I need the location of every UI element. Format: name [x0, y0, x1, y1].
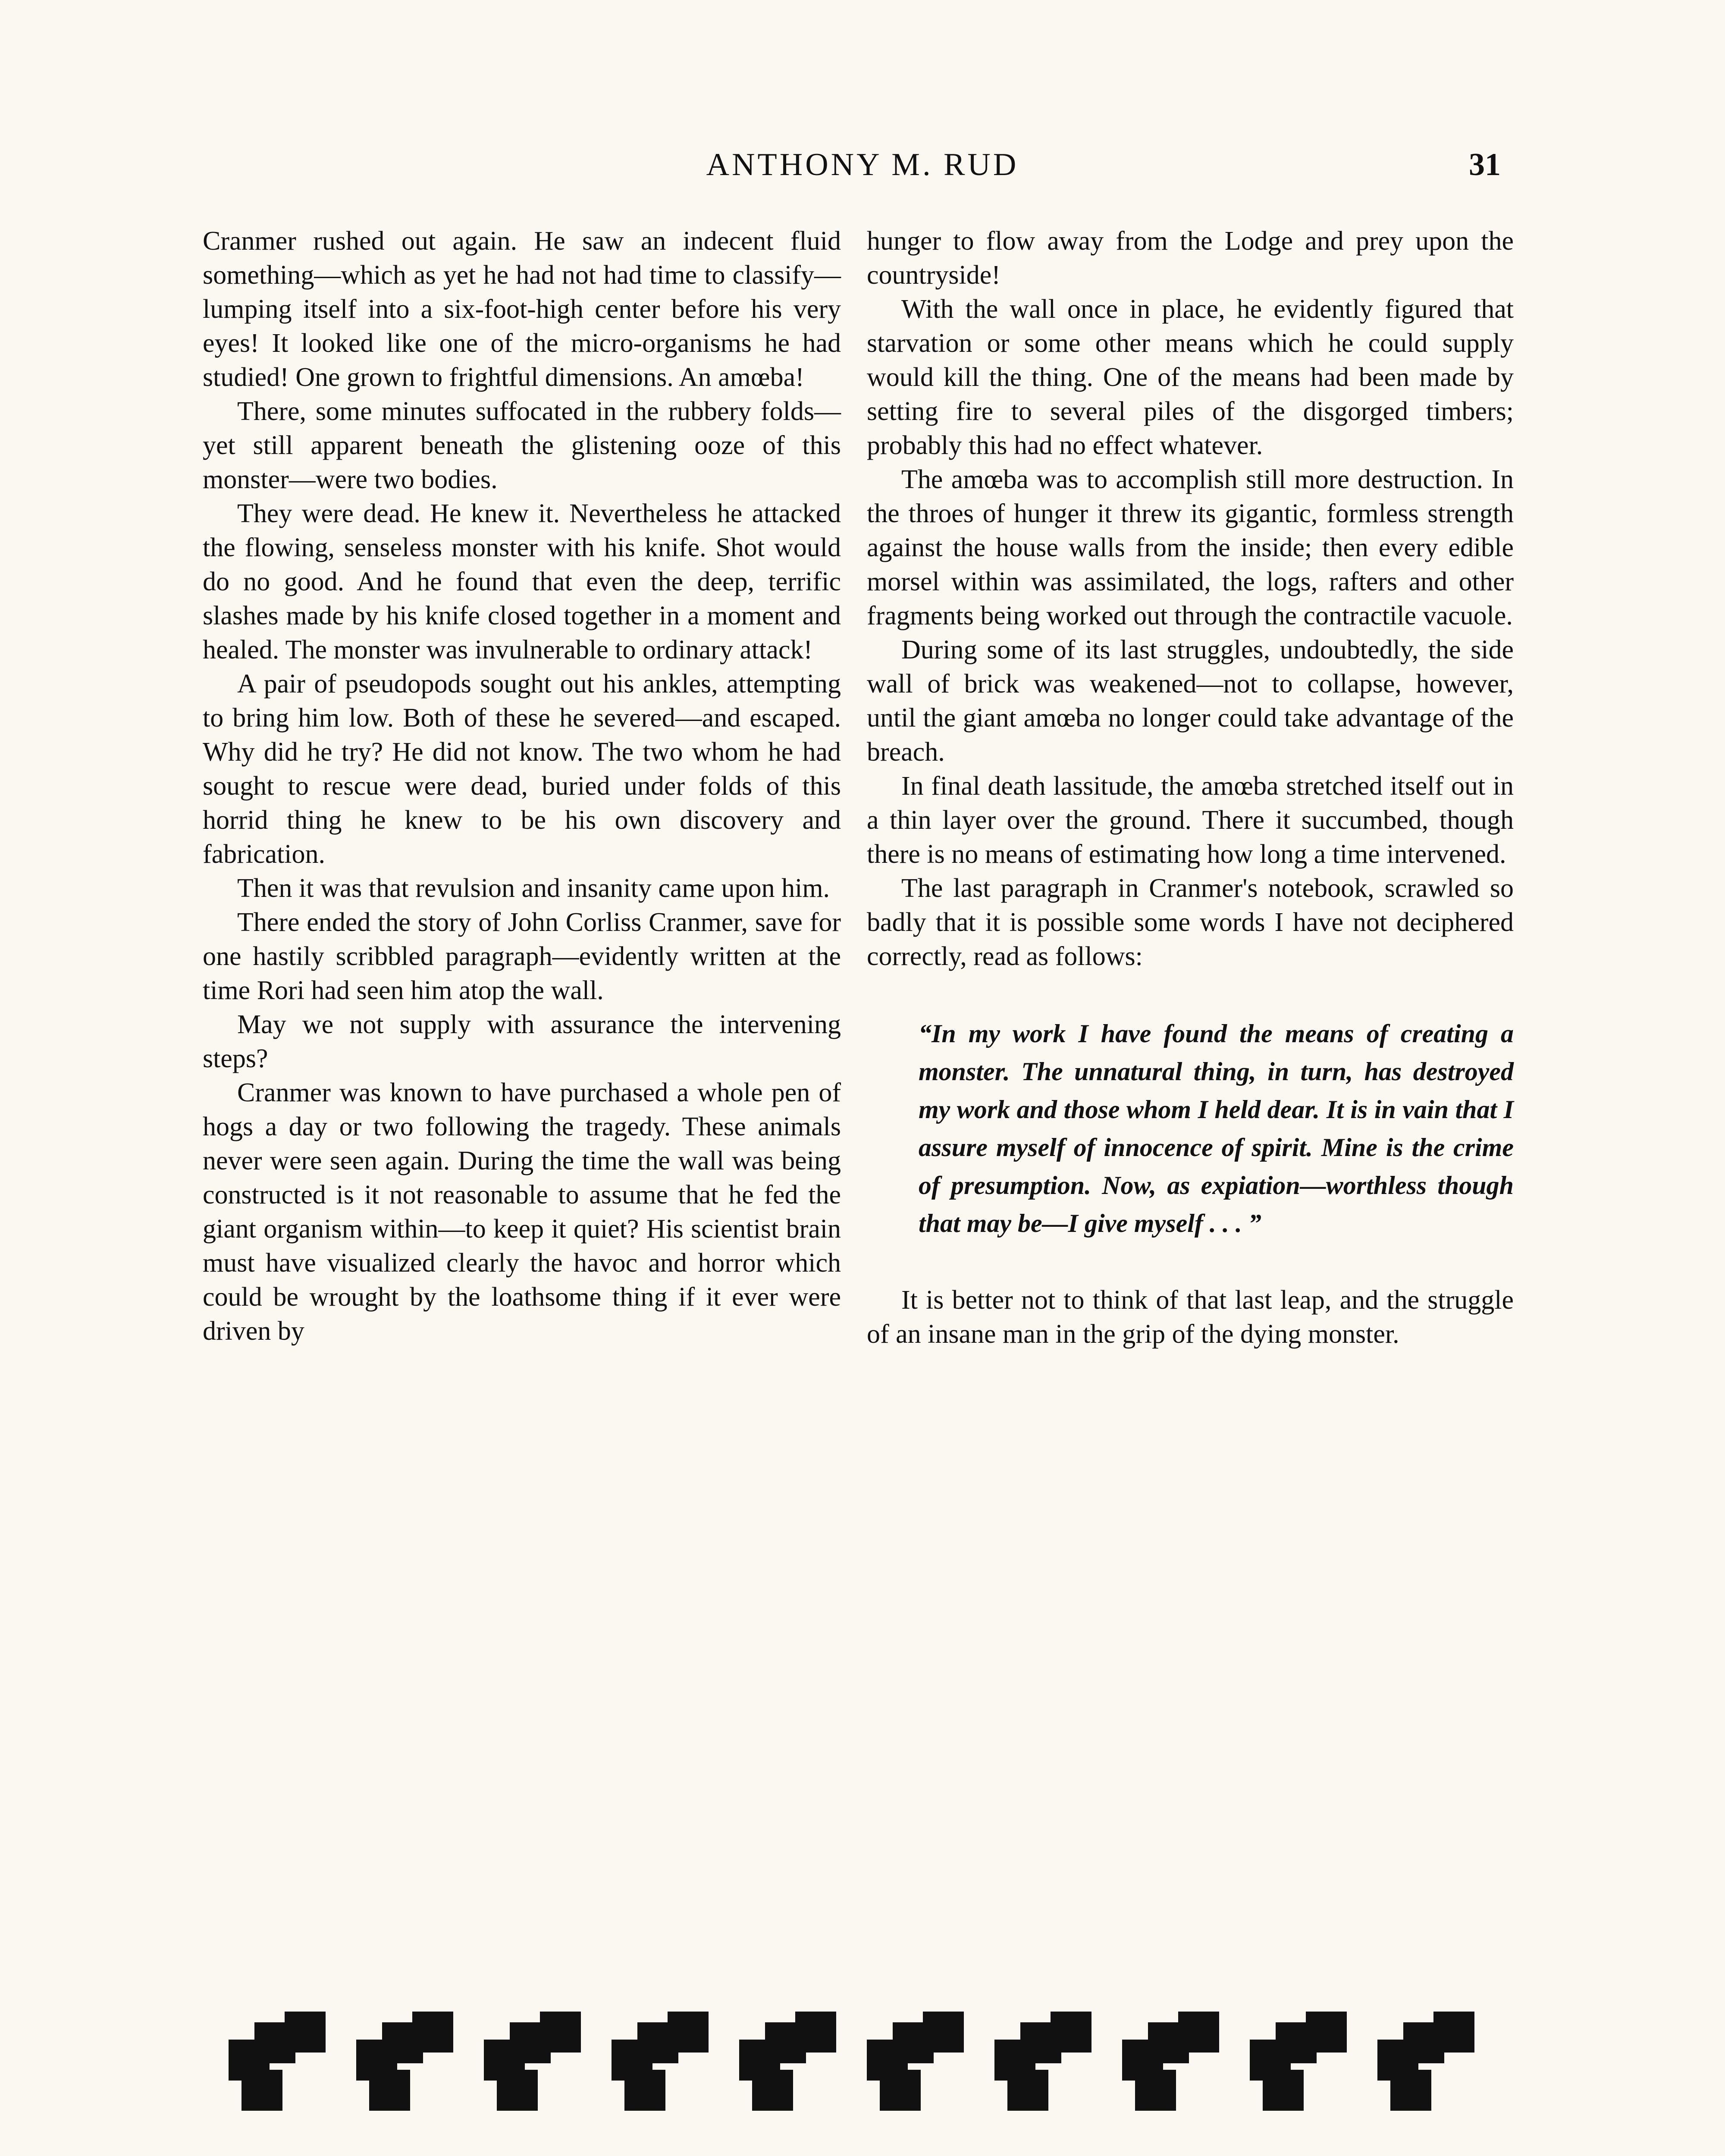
paragraph: May we not supply with assurance the intervening steps? [203, 1010, 841, 1073]
paragraph: There, some minutes suffocated in the rubbery folds—yet still apparent beneath the glistening ooze of this monster—were two bodies. [203, 397, 841, 494]
ornament-square [369, 2070, 410, 2111]
ornament-square [1263, 2070, 1304, 2111]
running-head-author: ANTHONY M. RUD [706, 147, 1019, 182]
ornament-square [1051, 2012, 1091, 2053]
ornament-square [752, 2070, 793, 2111]
ornament-square [624, 2070, 665, 2111]
paragraph: The amœba was to accomplish still more destruction. In the throes of hunger it threw its gigantic, formless strength against the house walls from the inside; then every edible morsel within was assimilated, the logs, rafters and other fragments being worked out through the contractile vacuole. [867, 465, 1514, 630]
square-pattern-ornament-icon [224, 2005, 1501, 2117]
ornament-square [497, 2070, 538, 2111]
ornament-square [795, 2012, 836, 2053]
paragraph: Cranmer rushed out again. He saw an indecent fluid something—which as yet he had not had time to classify—lumping itself into a six-foot-high center before his very eyes! It looked like one of the micro-organisms he had studied! One grown to frightful dimensions. An amœba! [203, 226, 841, 392]
notebook-quote: “In my work I have found the means of creating a monster. The unnatural thing, in turn, has destroyed my work and those whom I held dear. It is in vain that I assure myself of innocence of spirit. Mine is the crime of presumption. Now, as expiation—worthless though that may be—I give myself . . . ” [919, 1019, 1514, 1238]
ornament-square [242, 2070, 282, 2111]
paragraph: With the wall once in place, he evidently figured that starvation or some other means which he could supply would kill the thing. One of the means had been made by setting fire to several piles of the disgorged timbers; probably this had no effect whatever. [867, 295, 1514, 460]
right-column [867, 224, 1514, 1351]
paragraph-continuation: hunger to flow away from the Lodge and prey upon the countryside! [867, 226, 1514, 290]
ornament-square [668, 2012, 709, 2053]
paragraph: There ended the story of John Corliss Cranmer, save for one hastily scribbled paragraph—evidently written at the time Rori had seen him atop the wall. [203, 908, 841, 1005]
paragraph: The last paragraph in Cranmer's notebook, scrawled so badly that it is possible some words I have not deciphered correctly, read as follows: [867, 874, 1514, 971]
ornament-square [880, 2070, 921, 2111]
ornament-graphic [224, 2005, 1501, 2117]
paragraph: They were dead. He knew it. Nevertheless he attacked the flowing, senseless monster with his knife. Shot would do no good. And he found that even the deep, terrific slashes made by his knife closed together in a moment and healed. The monster was invulnerable to ordinary attack! [203, 499, 841, 664]
ornament-square [1135, 2070, 1176, 2111]
ornament-square [1433, 2012, 1474, 2053]
closing-paragraph: It is better not to think of that last leap, and the struggle of an insane man in the grip of the dying monster. [867, 1285, 1514, 1349]
page-header [224, 147, 1501, 194]
page-number: 31 [1469, 147, 1501, 182]
paragraph: A pair of pseudopods sought out his ankles, attempting to bring him low. Both of these he severed—and escaped. Why did he try? He did not know. The two whom he had sought to rescue were dead, buried under folds of this horrid thing he knew to be his own discovery and fabrication. [203, 669, 841, 869]
ornament-square [1390, 2070, 1431, 2111]
paragraph: Then it was that revulsion and insanity came upon him. [237, 874, 830, 903]
left-column [203, 224, 841, 1348]
paragraph: Cranmer was known to have purchased a whole pen of hogs a day or two following the tragedy. These animals never were seen again. During the time the wall was being constructed is it not reasonable to assume that he fed the giant organism within—to keep it quiet? His scientist brain must have visualized clearly the havoc and horror which could be wrought by the loathsome thing if it ever were driven by [203, 1078, 841, 1346]
paragraph: In final death lassitude, the amœba stretched itself out in a thin layer over the ground. There it succumbed, though there is no means of estimating how long a time intervened. [867, 771, 1514, 869]
ornament-square [923, 2012, 964, 2053]
ornament-square [1178, 2012, 1219, 2053]
paragraph: During some of its last struggles, undoubtedly, the side wall of brick was weakened—not to collapse, however, until the giant amœba no longer could take advantage of the breach. [867, 635, 1514, 767]
ornament-square [540, 2012, 581, 2053]
ornament-square [285, 2012, 326, 2053]
ornament-square [412, 2012, 453, 2053]
ornament-square [1007, 2070, 1048, 2111]
ornament-square [1306, 2012, 1347, 2053]
